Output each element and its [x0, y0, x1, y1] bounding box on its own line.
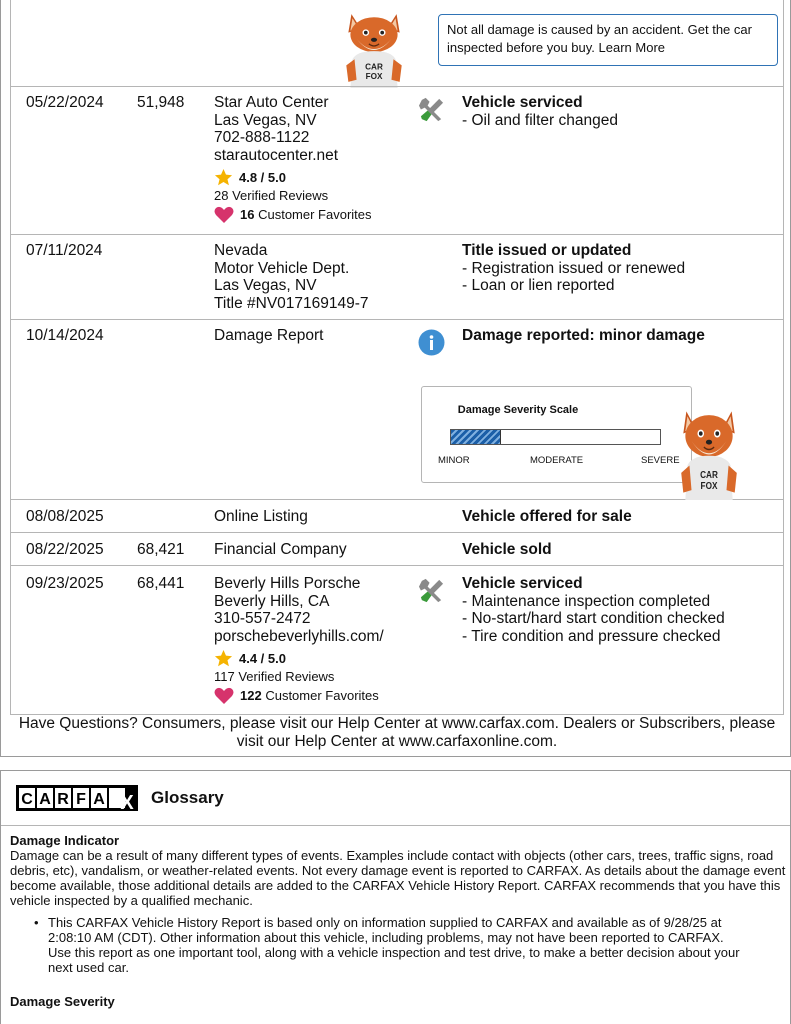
record-detail: - Loan or lien reported [462, 277, 615, 294]
severity-label-moderate: MODERATE [530, 455, 584, 466]
record-mileage: 68,421 [137, 541, 185, 558]
severity-label-minor: MINOR [438, 455, 470, 466]
record-date: 10/14/2024 [26, 327, 104, 344]
rating [214, 168, 372, 187]
source-line: Title #NV017169149-7 [214, 294, 369, 312]
record-detail: - Maintenance inspection completed [462, 592, 711, 610]
glossary-title: Glossary [151, 788, 224, 807]
record-mileage: 68,441 [137, 575, 185, 592]
logo-letter: R [57, 791, 69, 808]
glossary-header [1, 771, 790, 826]
favorites-label: Customer Favorites [265, 688, 379, 704]
wrench-screwdriver-icon [418, 96, 445, 123]
record-source: Financial Company [214, 541, 347, 558]
logo-letter: A [39, 791, 51, 808]
severity-fill [451, 430, 501, 444]
record-detail: - Registration issued or renewed [462, 259, 686, 277]
heart-icon [214, 687, 234, 705]
damage-indicator-body: Damage can be a result of many different types of events. Examples include contact with objects (other cars, trees, traffic signs, road debris, etc), vandalism, or weather-related events. Not every damage event is reported to CARFAX. As details about the damage event become available, those additional details are added to the CARFAX Vehicle History Report. CARFAX recommends that you have this vehicle inspected by a qualified mechanic. [10, 848, 786, 908]
row-divider [11, 319, 783, 320]
customer-favorites [214, 206, 372, 224]
record-date: 05/22/2024 [26, 94, 104, 111]
carfox-mascot-icon [338, 8, 410, 88]
source-line: Nevada [214, 242, 268, 259]
logo-letter: A [93, 791, 105, 808]
record-mileage: 51,948 [137, 94, 185, 111]
rating-value: 4.8 / 5.0 [239, 169, 286, 185]
record-source [214, 242, 369, 312]
record-comments [462, 575, 725, 645]
severity-scale-title: Damage Severity Scale [457, 404, 579, 416]
glossary-panel [0, 770, 791, 1024]
damage-severity-heading: Damage Severity [10, 994, 115, 1009]
record-source [214, 94, 372, 224]
report-disclaimer: This CARFAX Vehicle History Report is based only on information supplied to CARFAX and available as of 9/28/25 at 2:08:10 AM (CDT). Other information about this vehicle, including problems, may not have been reported to CARFAX. Use this report as one important tool, along with a vehicle inspection and test drive, to make a better decision about your next used car. [48, 915, 740, 975]
source-line: Beverly Hills, CA [214, 592, 330, 610]
damage-notice[interactable] [438, 14, 778, 66]
row-divider [11, 234, 783, 235]
row-divider [11, 532, 783, 533]
logo-letter: F [76, 791, 86, 808]
rating-value: 4.4 / 5.0 [239, 650, 286, 666]
verified-reviews-link[interactable]: 117 Verified Reviews [214, 669, 335, 684]
row-divider [11, 86, 783, 87]
record-detail: - No-start/hard start condition checked [462, 610, 725, 627]
severity-label-severe: SEVERE [641, 455, 680, 466]
record-title: Vehicle serviced [462, 94, 583, 111]
record-title: Damage reported: minor damage [462, 327, 705, 344]
record-date: 08/22/2025 [26, 541, 104, 558]
bullet-icon: • [34, 915, 39, 930]
logo-letter: X [120, 792, 134, 811]
history-table [10, 0, 784, 715]
row-divider [11, 499, 783, 500]
info-icon[interactable] [418, 329, 445, 356]
carfox-mascot-icon [673, 404, 745, 500]
severity-bar [450, 429, 661, 445]
record-date: 08/08/2025 [26, 508, 104, 525]
source-line: Las Vegas, NV [214, 111, 317, 129]
source-line: Beverly Hills Porsche [214, 575, 361, 592]
record-comments [462, 327, 705, 345]
record-title: Vehicle sold [462, 541, 552, 558]
record-date: 09/23/2025 [26, 575, 104, 592]
record-comments [462, 94, 618, 129]
verified-reviews-link[interactable]: 28 Verified Reviews [214, 188, 329, 203]
record-title: Vehicle offered for sale [462, 508, 632, 525]
favorites-label: Customer Favorites [258, 207, 372, 223]
source-line: 702-888-1122 [214, 129, 310, 146]
logo-letter: C [21, 791, 33, 808]
source-line: Motor Vehicle Dept. [214, 259, 350, 277]
record-source: Online Listing [214, 508, 308, 525]
damage-indicator-heading: Damage Indicator [10, 833, 120, 848]
star-icon [214, 168, 233, 187]
record-title: Vehicle serviced [462, 575, 583, 592]
record-detail: - Oil and filter changed [462, 111, 618, 129]
star-icon [214, 649, 233, 668]
source-website-link[interactable]: porschebeverlyhills.com/ [214, 627, 384, 645]
customer-favorites [214, 687, 384, 705]
record-source: Damage Report [214, 327, 324, 344]
carfax-logo[interactable] [16, 785, 138, 811]
row-divider [11, 565, 783, 566]
help-center-text: Have Questions? Consumers, please visit our Help Center at www.carfax.com. Dealers or Subscribers, please visit our Help Center at www.carfaxonline.com. [18, 715, 776, 750]
record-title: Title issued or updated [462, 242, 632, 259]
favorites-count: 122 [240, 688, 262, 704]
record-source [214, 575, 384, 705]
source-line: 310-557-2472 [214, 610, 311, 627]
heart-icon [214, 206, 234, 224]
favorites-count: 16 [240, 207, 255, 223]
record-detail: - Tire condition and pressure checked [462, 627, 721, 645]
wrench-screwdriver-icon [418, 577, 445, 604]
source-line: Star Auto Center [214, 94, 329, 111]
rating [214, 649, 384, 668]
damage-notice-text: Not all damage is caused by an accident. Get the car inspected before you buy. Learn More [447, 22, 752, 55]
record-date: 07/11/2024 [26, 242, 103, 259]
record-comments [462, 242, 685, 295]
source-website-link[interactable]: starautocenter.net [214, 146, 339, 164]
damage-severity-scale [421, 386, 692, 483]
source-line: Las Vegas, NV [214, 277, 317, 294]
